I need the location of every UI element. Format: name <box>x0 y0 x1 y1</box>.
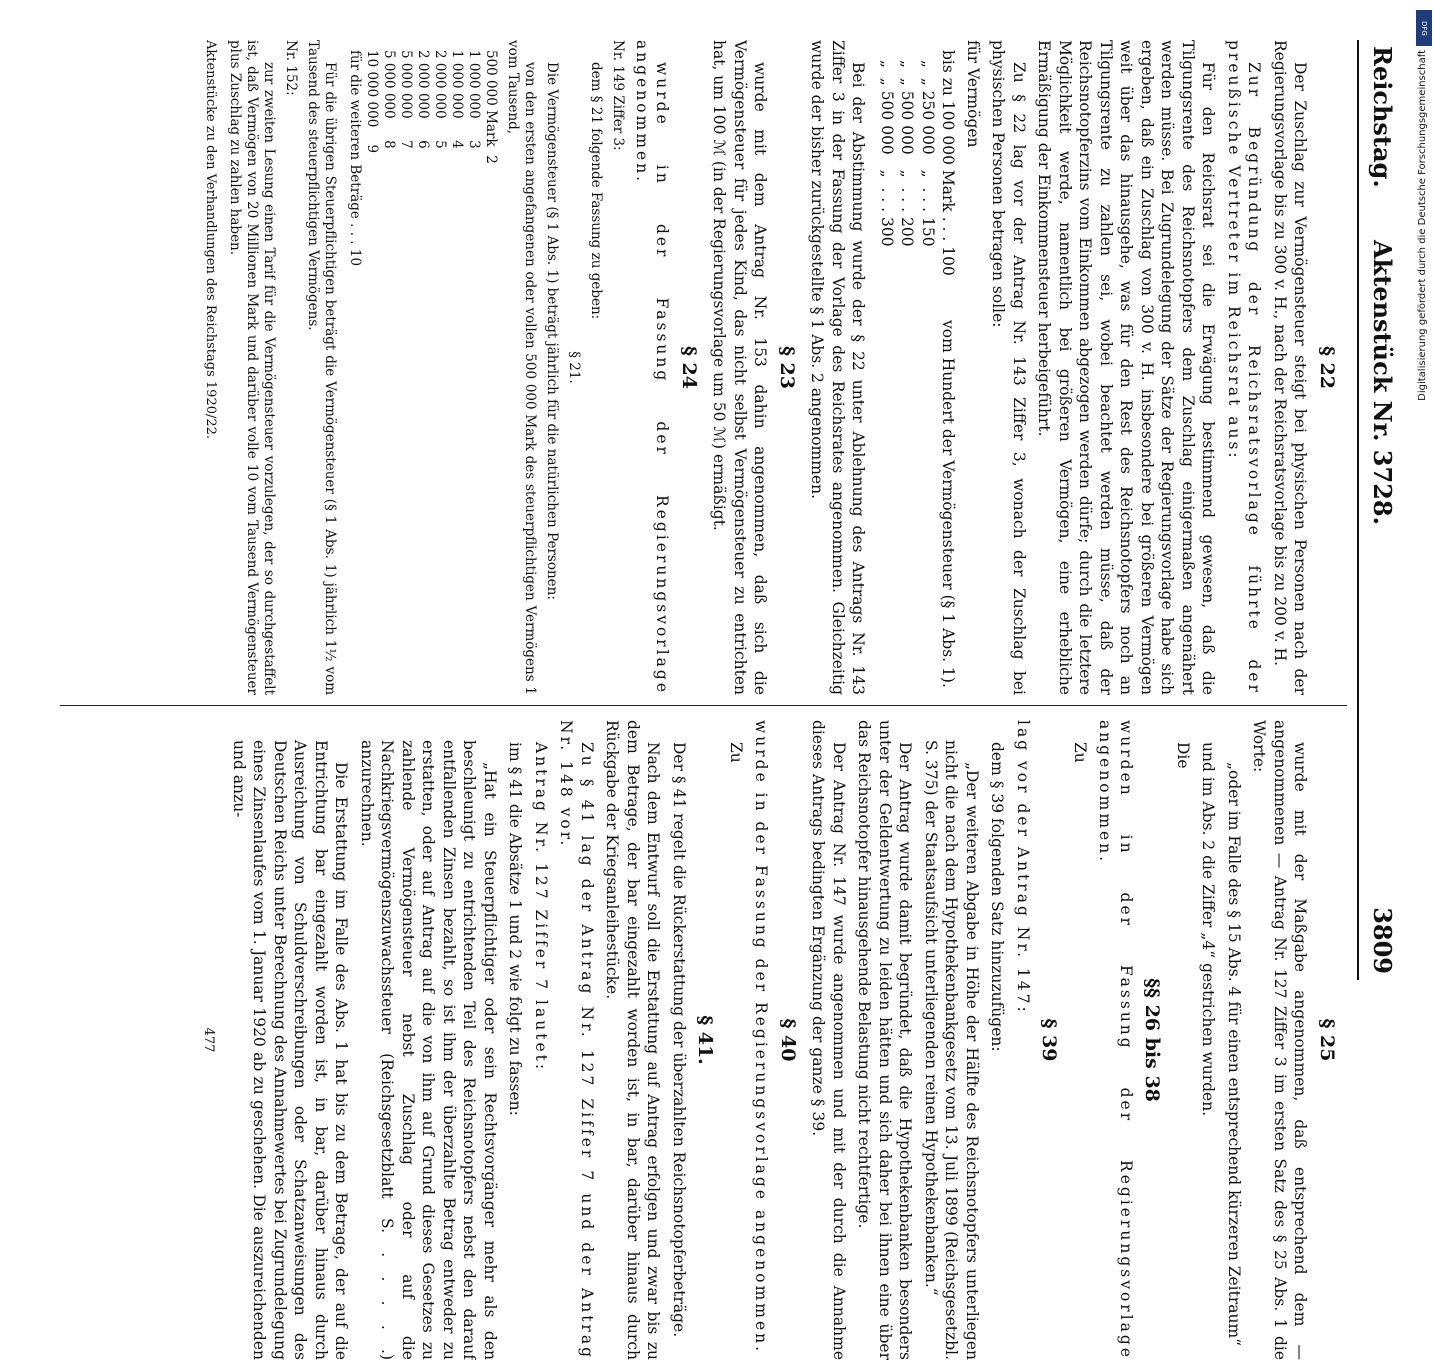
quotation: „Hat ein Steuerpflichtiger oder sein Rechtsvorgänger mehr als den beschleunigt zu entrichtenden Teil des Reichsnotopfers nebst den darauf entfallenden Zinsen bezahlt, so ist ihm der überzahlte Betrag entweder zu erstatten, oder auf Antrag auf die von ihm auf Grund dieses Gesetzes zu zahlende Vermögensteuer nebst Zuschlag oder auf die Nachkriegsvermögenszuwachssteuer (Reichsgesetzblatt S. . . . . .) anzurechnen. <box>358 740 499 1360</box>
page-number: 3809 <box>1368 907 1397 974</box>
paragraph: lag vor der Antrag Nr. 147: <box>1014 720 1032 1015</box>
table-row: bis zu 100 000 Mark . . . 100 <box>939 50 958 276</box>
table-caption: für Vermögen <box>964 40 982 148</box>
paragraph: im § 41 die Absätze 1 und 2 wie folgt zu fassen: <box>506 742 525 1116</box>
document-page <box>50 40 1405 1360</box>
header-title: Aktenstück Nr. 3728. <box>1368 240 1397 525</box>
paragraph: wurde in der Fassung der Regierungsvorlage angenommen. <box>752 720 771 1355</box>
paragraph: Die Vermögensteuer (§ 1 Abs. 1) beträgt jährlich für die natürlichen Personen: <box>544 62 561 600</box>
paragraph: dem § 39 folgenden Satz hinzuzufügen: <box>988 742 1007 1052</box>
table-row: 1 000 000 4 <box>449 50 466 149</box>
table-row: 2 000 000 5 <box>432 50 449 149</box>
surcharge-table <box>877 50 959 695</box>
paragraph: von den ersten angefangenen oder vollen 500 000 Mark des steuerpflichtigen Vermögens 1 vom Tausend, <box>505 40 539 695</box>
paragraph: Die <box>1174 742 1192 769</box>
quotation: „oder im Falle des § 15 Abs. 4 für einen entsprechend kürzeren Zeitraum“ <box>1225 762 1243 1347</box>
motion-label: Nr. 149 Ziffer 3: <box>610 40 627 151</box>
paragraph: dem § 21 folgende Fassung zu geben: <box>588 62 605 320</box>
table-row: für die weiteren Beträge . . . 10 <box>347 50 364 267</box>
paragraph: wurden in der Fassung der Regierungsvorlage angenommen. <box>1096 720 1135 1360</box>
paragraph: wurde mit der Maßgabe angenommen, daß entsprechend dem — angenommenen — Antrag Nr. 127 Ziffer 3 im ersten Satz des § 25 Abs. 1 die Worte: <box>1250 720 1310 1360</box>
paragraph: Der Antrag Nr. 147 wurde angenommen und mit der durch die Annahme dieses Antrags bedingten Ergänzung der ganze § 39. <box>809 720 848 1360</box>
paragraph: Zur Begründung der Reichsratsvorlage führte der preußische Vertreter im Reichsrat aus: <box>1225 40 1264 695</box>
section-23-heading: § 23 <box>776 346 798 389</box>
section-39-heading: § 39 <box>1038 1018 1061 1062</box>
dfg-logo: DFG <box>1416 10 1432 46</box>
paragraph: Der Zuschlag zur Vermögensteuer steigt bei physischen Personen nach der Regierungsvorlage bis zu 300 v. H., nach der Reichsratsvorlage bis zu 200 v. H. <box>1271 40 1310 695</box>
table-row: „ „ 500 000 „ . . . 200 <box>898 50 917 247</box>
paragraph: wurde mit dem Antrag Nr. 153 dahin angenommen, daß sich die Vermögensteuer für jedes Kind, das nicht selbst Vermögensteuer zu entrichten hat, um 100 ℳ (in der Regierungsvorlage um 50 ℳ) ermäßigt. <box>710 40 770 695</box>
header-left: Reichstag. <box>1368 46 1397 188</box>
paragraph: Für den Reichsrat sei die Erwägung bestimmend gewesen, daß die Tilgungsrente des Reichsnotopfers dem Zuschlag einigermaßen angenähert werden müsse. Bei Zugrundelegung der Sätze der Regierungsvorlage habe sich ergeben, daß ein Zuschlag von 300 v. H. insbesondere bei größeren Vermögen weit über das hinausgehe, was für den Rest des Reichsnotopfers noch an Tilgungsrente zu zahlen sei, wobei beachtet werden müsse, daß der Reichsnotopferzins vom Einkommen abgezogen werden dürfe; durch die letztere Möglichkeit werde, namentlich bei größeren Vermögen, eine erhebliche Ermäßigung der Einkommensteuer herbeigeführt. <box>1035 40 1218 695</box>
page-header <box>1357 40 1405 980</box>
footnote: Aktenstücke zu den Verhandlungen des Reichstags 1920/22. <box>203 40 219 440</box>
table-row: 5 000 000 8 <box>381 50 398 149</box>
sheet-number: 477 <box>201 1027 217 1053</box>
paragraph: Zu § 22 lag vor der Antrag Nr. 143 Ziffer 3, wonach der Zuschlag bei physischen Personen betragen solle: <box>989 40 1028 695</box>
paragraph: Zu § 41 lag der Antrag Nr. 127 Ziffer 7 und der Antrag Nr. 148 vor. <box>557 720 596 1360</box>
quotation: Die Erstattung im Falle des Abs. 1 hat bis zu dem Betrage, der auf die Entrichtung bar eingezahlt worden ist, in bar, darüber hinaus durch Ausreichung von Schuldverschreibungen oder Schatzanweisungen des Deutschen Reichs unter Berechnung des Annahmewertes bei Zugrundelegung eines Zinsenlaufes vom 1. Januar 1920 ab zu geschehen. Die auszureichenden und anzu- <box>230 740 351 1360</box>
paragraph: Antrag Nr. 127 Ziffer 7 lautet: <box>532 742 550 1073</box>
table-note: vom Hundert der Vermögensteuer (§ 1 Abs. 1). <box>939 320 958 688</box>
table-row: 5 000 000 7 <box>398 50 415 149</box>
section-22-heading: § 22 <box>1316 346 1338 389</box>
table-row: 10 000 000 9 <box>364 50 381 154</box>
paragraph: Der Antrag wurde damit begründet, daß die Hypothekenbanken besonders unter der Geldentwertung zu leiden hätten und sich daher bei ihnen eine über das Reichsnotopfer hinausgehende Belastung nicht rechtfertige. <box>855 720 915 1360</box>
paragraph: § 21. <box>566 351 583 384</box>
table-row: 1 000 000 3 <box>466 50 483 149</box>
paragraph: Der § 41 regelt die Rückerstattung der überzahlten Reichsnotopferbeträge. <box>670 742 688 1338</box>
table-row: 2 000 000 6 <box>415 50 432 149</box>
paragraph: Bei der Abstimmung wurde der § 22 unter Ablehnung des Antrags Nr. 143 Ziffer 3 in der Fassung der Vorlage des Reichsrates angenommen. Gleichzeitig wurde der bisher zurückgestellte § 1 Abs. 2 angenommen. <box>808 40 868 695</box>
section-25-heading: § 25 <box>1316 1018 1338 1062</box>
table-row: 500 000 Mark 2 <box>483 50 500 164</box>
motion-label: Nr. 152: <box>283 40 300 96</box>
section-24-heading: § 24 <box>678 346 700 389</box>
digitization-credit: Digitalisierung gefördert durch die Deutsche Forschungsgemeinschaft <box>1417 50 1428 401</box>
digitization-note <box>1414 10 1434 990</box>
quotation: „Der weiteren Abgabe in Höhe der Hälfte des Reichsnotopfers unterliegen nicht die nach dem Hypothekenbankgesetz vom 13. Juli 1899 (Reichsgesetzbl. S. 375) der Staatsaufsicht unterliegenden reinen Hypothekenbanken.“ <box>922 740 981 1360</box>
table-row: „ „ 500 000 „ . . . 300 <box>878 50 896 247</box>
left-column <box>60 40 1347 706</box>
paragraph: zur zweiten Lesung einen Tarif für die Vermögensteuer vorzulegen, der so durchgestaffelt ist, daß Vermögen von 20 Millionen Mark und darüber volle 10 vom Tausend Vermögensteuer plus Zuschlag zu zahlen haben. <box>227 40 278 695</box>
paragraph: Für die übrigen Steuerpflichtigen beträgt die Vermögensteuer (§ 1 Abs. 1) jährlich 1½ vom Tausend des steuerpflichtigen Vermögens. <box>305 40 339 695</box>
paragraph: Zu <box>727 742 745 763</box>
paragraph: wurde in der Fassung der Regierungsvorlage angenommen. <box>633 40 672 695</box>
section-41-heading: § 41. <box>694 1015 717 1065</box>
table-row: „ „ 250 000 „ . . . 150 <box>919 50 937 247</box>
rate-table <box>347 50 500 695</box>
right-column <box>60 720 1347 1360</box>
paragraph: Zu <box>1071 742 1089 763</box>
paragraph: und im Abs. 2 die Ziffer „4“ gestrichen wurden. <box>1199 742 1218 1117</box>
paragraph: Nach dem Entwurf soll die Erstattung auf Antrag erfolgen und zwar bis zu dem Betrage, der bar eingezahlt worden ist, in bar, darüber hinaus durch Rückgabe der Kriegsanleihestücke. <box>603 720 663 1360</box>
section-40-heading: § 40 <box>777 1018 799 1062</box>
section-26-38-heading: §§ 26 bis 38 <box>1141 978 1164 1102</box>
